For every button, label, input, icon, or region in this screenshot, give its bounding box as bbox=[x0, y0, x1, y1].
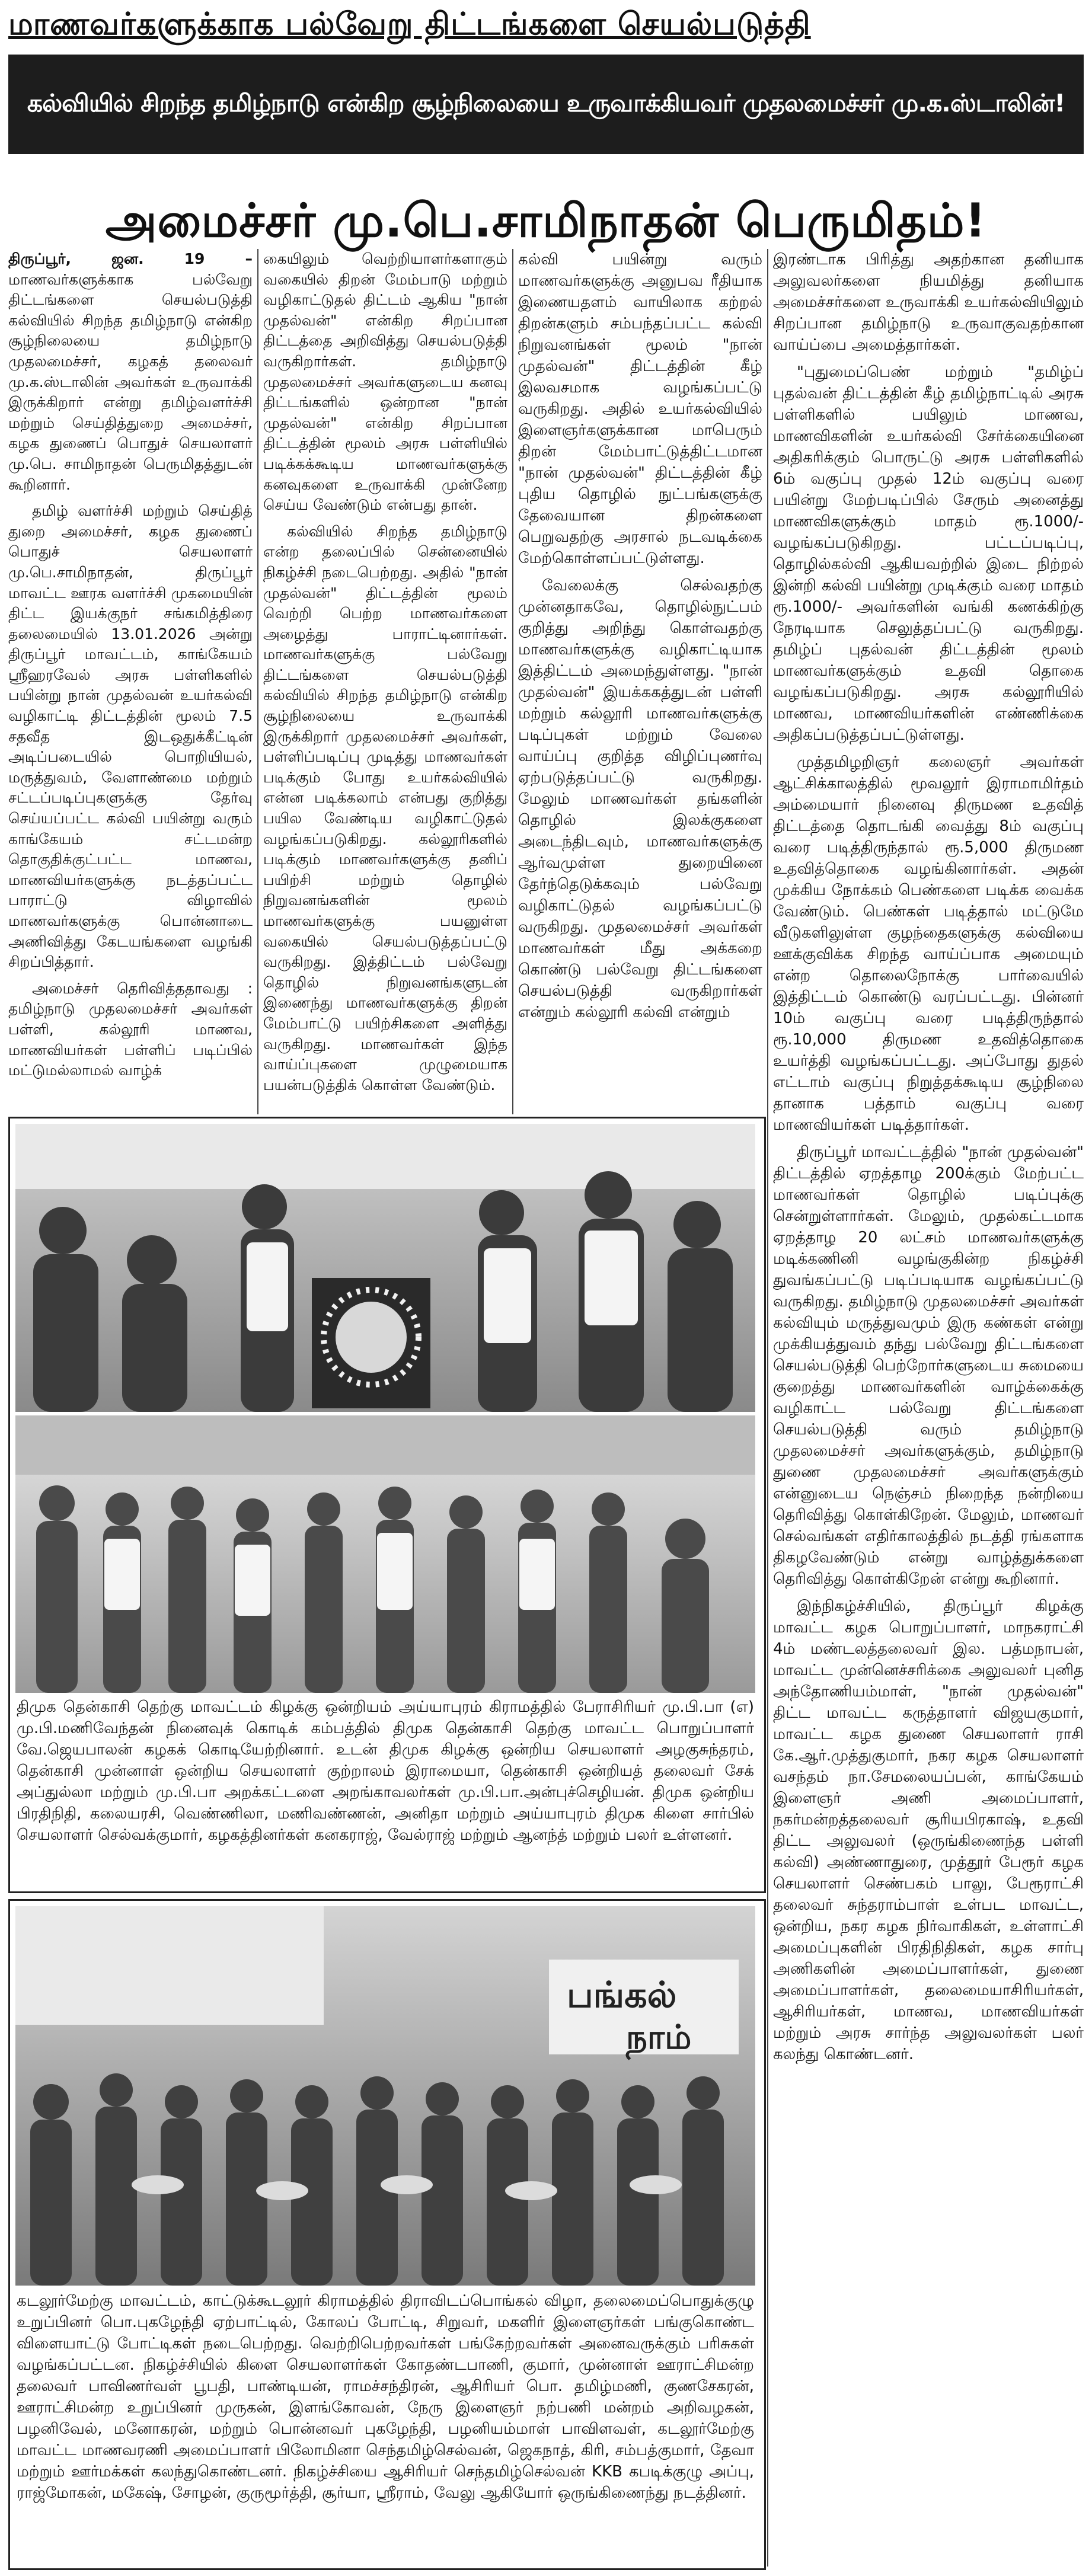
photo-caption-2: கடலூர்மேற்கு மாவட்டம், காட்டுக்கூடலூர் கிராமத்தில் திராவிடப்பொங்கல் விழா, தலைமைப்பொதுக்குழு உறுப்பினர் பொ.புகழேந்தி ஏற்பாட்டில், கோலப் போட்டி, சிறுவர், மகளிர் இளைஞர்கள் பங்குகொண்ட விளையாட்டு போட்டிகள் நடைபெற்றது. வெற்றிபெற்றவர்கள் பங்கேற்றவர்கள் அனைவருக்கும் பரிசுகள் வழங்கப்பட்டன. நிகழ்ச்சியில் கிளை செயலாளர்கள் கோதண்டபாணி, குமார், முன்னாள் ஊராட்சிமன்ற தலைவர் பாவிணர்வள் பூபதி, பாண்டியன், ராமச்சந்திரன், ஆசிரியர் பொ. தமிழ்மணி, குணசேகரன், ஊராட்சிமன்ற உறுப்பினர் முருகன், இளங்கோவன், நேரு இளைஞர் நற்பணி மன்றம் அறிவழகன், பழனிவேல், மனோகரன், மற்றும் பொன்னவர் புகழேந்தி, பழனியம்மாள் பாவிளவள், கடலூர்மேற்கு மாவட்ட மாணவரணி அமைப்பாளர் பிலோமினா செந்தமிழ்செல்வன், ஜெகநாத், கிரி, சம்பத்குமார், தேவா மற்றும் ஊர்மக்கள் கலந்துகொண்டனர். நிகழ்ச்சியை ஆசிரியர் செந்தமிழ்செல்வன் KKB கபடிக்குழு அப்பு, ராஜ்மோகன், மகேஷ், சோழன், குருமூர்த்தி, சூர்யா, ஸ்ரீராம், வேலு ஆகியோர் ஒருங்கிணைந்து நடத்தினர். bbox=[17, 2292, 754, 2502]
kicker-headline: மாணவர்களுக்காக பல்வேறு திட்டங்களை செயல்படுத்தி bbox=[8, 7, 811, 42]
article-column-2 bbox=[263, 249, 507, 1114]
article-column-1 bbox=[8, 249, 253, 1114]
photo-image bbox=[15, 1124, 755, 1693]
banner-text: பங்கல் bbox=[567, 1974, 677, 2016]
dateline: திருப்பூர், ஜன. 19 – bbox=[8, 250, 253, 267]
paragraph: தமிழ் வளர்ச்சி மற்றும் செய்தித் துறை அமைச்சர், கழக துணைப் பொதுச் செயலாளர் மு.பெ.சாமிநாதன், திருப்பூர் மாவட்ட ஊரக வளர்ச்சி முகமையின் திட்ட இயக்குநர் சங்கமித்திரை தலைமையில் 13.01.2026 அன்று திருப்பூர் மாவட்டம், காங்கேயம் ஸ்ரீஹரவேல் அரசு பள்ளிகளில் பயின்று நான் முதல்வன் உயர்கல்வி வழிகாட்டி திட்டத்தின் மூலம் 7.5 சதவீத இடஒதுக்கீட்டின் அடிப்படையில் பொறியியல், மருத்துவம், வேளாண்மை மற்றும் சட்டப்படிப்புகளுக்கு தேர்வு செய்யப்பட்ட கல்வி பயின்று வரும் காங்கேயம் சட்டமன்ற தொகுதிக்குட்பட்ட மாணவ, மாணவியர்களுக்கு நடத்தப்பட்ட பாராட்டு விழாவில் மாணவர்களுக்கு பொன்னாடை அணிவித்து கேடயங்களை வழங்கி சிறப்பித்தார். bbox=[8, 502, 253, 971]
paragraph: முத்தமிழறிஞர் கலைஞர் அவர்கள் ஆட்சிக்காலத்தில் மூவலூர் இராமாமிர்தம் அம்மையார் நினைவு திருமண உதவித் திட்டத்தை தொடங்கி வைத்து 8ம் வகுப்பு வரை படித்திருந்தால் ரூ.5,000 திருமண உதவித்தொகை வழங்கினார்கள். அதன் முக்கிய நோக்கம் பெண்களை படிக்க வைக்க வேண்டும். பெண்கள் படித்தால் மட்டுமே வீடுகளிலுள்ள குழந்தைகளுக்கு கல்வியை ஊக்குவிக்க சிறந்த வாய்ப்பாக அமையும் என்ற தொலைநோக்கு பார்வையில் இத்திட்டம் கொண்டு வரப்பட்டது. பின்னர் 10ம் வகுப்பு வரை படித்திருந்தால் ரூ.10,000 திருமண உதவித்தொகை உயர்த்தி வழங்கப்பட்டது. அப்போது துதல் எட்டாம் வகுப்பு நிறுத்தக்கூடிய சூழ்நிலை தானாக பத்தாம் வகுப்பு வரை மாணவியர்கள் படித்தார்கள். bbox=[773, 753, 1084, 1134]
column-divider bbox=[767, 249, 768, 2567]
paragraph: "புதுமைப்பெண் மற்றும் "தமிழ்ப் புதல்வன் திட்டத்தின் கீழ் தமிழ்நாட்டில் அரசு பள்ளிகளில் பயிலும் மாணவ, மாணவிகளின் உயர்கல்வி சேர்க்கையினை அதிகரிக்கும் பொருட்டு அரசு பள்ளிகளில் 6ம் வகுப்பு முதல் 12ம் வகுப்பு வரை பயின்று மேற்படிப்பில் சேரும் அனைத்து மாணவிகளுக்கும் மாதம் ரூ.1000/- வழங்கப்படுகிறது. பட்டப்படிப்பு, தொழில்கல்வி ஆகியவற்றில் இடை நிற்றல் இன்றி கல்வி பயின்று முடிக்கும் வரை மாதம் ரூ.1000/- அவர்களின் வங்கி கணக்கிற்கு நேரடியாக செலுத்தப்பட்டு வருகிறது. தமிழ்ப் புதல்வன் திட்டத்தின் மூலம் மாணவர்களுக்கும் உதவி தொகை வழங்கப்படுகிறது. அரசு கல்லூரியில் மாணவ, மாணவியர்களின் எண்ணிக்கை அதிகப்படுத்தப்பட்டுள்ளது. bbox=[773, 363, 1084, 744]
paragraph: கல்வியில் சிறந்த தமிழ்நாடு என்ற தலைப்பில் சென்னையில் நிகழ்ச்சி நடைபெற்றது. அதில் "நான் முதல்வன்" திட்டத்தின் மூலம் வெற்றி பெற்ற மாணவர்களை அழைத்து பாராட்டினார்கள். மாணவர்களுக்கு பல்வேறு திட்டங்களை செயல்படுத்தி கல்வியில் சிறந்த தமிழ்நாடு என்கிற சூழ்நிலையை உருவாக்கி இருக்கிறார் முதலமைச்சர் அவர்கள், பள்ளிப்படிப்பு முடித்து மாணவர்கள் படிக்கும் போது உயர்கல்வியில் என்ன படிக்கலாம் என்பது குறித்து பயில வேண்டிய வழிகாட்டுதல் வழங்கப்படுகிறது. கல்லூரிகளில் படிக்கும் மாணவர்களுக்கு தனிப் பயிற்சி மற்றும் தொழில் நிறுவனங்களின் மூலம் மாணவர்களுக்கு பயனுள்ள வகையில் செயல்படுத்தப்பட்டு வருகிறது. இத்திட்டம் பல்வேறு தொழில் நிறுவனங்களுடன் இணைந்து மாணவர்களுக்கு திறன் மேம்பாட்டு பயிற்சிகளை அளித்து வருகிறது. மாணவர்கள் இந்த வாய்ப்புகளை முழுமையாக பயன்படுத்திக் கொள்ள வேண்டும். bbox=[263, 522, 507, 1094]
paragraph: வேலைக்கு செல்வதற்கு முன்னதாகவே, தொழில்நுட்பம் குறித்து அறிந்து கொள்வதற்கு மாணவர்களுக்கு வழிகாட்டியாக இத்திட்டம் அமைந்துள்ளது. "நான் முதல்வன்" இயக்ககத்துடன் பள்ளி மற்றும் கல்லூரி மாணவர்களுக்கு படிப்புகள் மற்றும் வேலை வாய்ப்பு குறித்த விழிப்புணர்வு ஏற்படுத்தப்பட்டு வருகிறது. மேலும் மாணவர்கள் தங்களின் தொழில் இலக்குகளை அடைந்திடவும், மாணவர்களுக்கு ஆர்வமுள்ள துறையினை தேர்ந்தெடுக்கவும் பல்வேறு வழிகாட்டுதல் வழங்கப்பட்டு வருகிறது. முதலமைச்சர் அவர்கள் மாணவர்கள் மீது அக்கறை கொண்டு பல்வேறு திட்டங்களை செயல்படுத்தி வருகிறார்கள் என்றும் கல்லூரி கல்வி என்றும் bbox=[518, 577, 762, 1021]
photo-image bbox=[15, 1906, 755, 2286]
paragraph: மாணவர்களுக்காக பல்வேறு திட்டங்களை செயல்படுத்தி கல்வியில் சிறந்த தமிழ்நாடு என்கிற சூழ்நிலையை தமிழ்நாடு முதலமைச்சர், கழகத் தலைவர் மு.க.ஸ்டாலின் அவர்கள் உருவாக்கி இருக்கிறார் என்று தமிழ்வளர்ச்சி மற்றும் செய்தித்துறை அமைச்சர், கழக துணைப் பொதுச் செயலாளர் மு.பெ. சாமிநாதன் பெருமிதத்துடன் கூறினார். bbox=[8, 270, 253, 493]
banner-text-2: நாம் bbox=[626, 2018, 692, 2057]
paragraph: இரண்டாக பிரித்து அதற்கான தனியாக அலுவலர்களை நியமித்து தனியாக அமைச்சர்களை உருவாக்கி உயர்கல்வியிலும் சிறப்பான தமிழ்நாடு உருவாகுவதற்கான வாய்ப்பை அமைத்தார்கள். bbox=[773, 251, 1084, 354]
column-divider bbox=[512, 249, 513, 1114]
flag-hoisting-photo bbox=[15, 1124, 755, 1693]
article-column-3 bbox=[518, 249, 762, 1114]
paragraph: இந்நிகழ்ச்சியில், திருப்பூர் கிழக்கு மாவட்ட கழக பொறுப்பாளர், மாநகராட்சி 4ம் மண்டலத்தலைவர் இல. பத்மநாபன், மாவட்ட முன்னெச்சரிக்கை அலுவலர் புனித அந்தோணியம்மாள், "நான் முதல்வன்" திட்ட மாவட்ட கருத்தாளர் விஜயகுமார், மாவட்ட கழக துணை செயலாளர் ராசி கே.ஆர்.முத்துகுமார், நகர கழக செயலாளர் வசந்தம் நா.சேமலையப்பன், காங்கேயம் இளைஞர் அணி அமைப்பாளர், நகர்மன்றத்தலைவர் சூரியபிரகாஷ், உதவி திட்ட அலுவலர் (ஒருங்கிணைந்த பள்ளி கல்வி) அண்ணாதுரை, முத்தூர் பேரூர் கழக செயலாளர் செண்பகம் பாலு, பேரூராட்சி தலைவர் சுந்தராம்பாள் உள்பட மாவட்ட, ஒன்றிய, நகர கழக நிர்வாகிகள், உள்ளாட்சி அமைப்புகளின் பிரதிநிதிகள், கழக சார்பு அணிகளின் அமைப்பாளர்கள், துணை அமைப்பாளர்கள், தலைமையாசிரியர்கள், ஆசிரியர்கள், மாணவ, மாணவியர்கள் மற்றும் அரசு சார்ந்த அலுவலர்கள் பலர் கலந்து கொண்டனர். bbox=[773, 1597, 1084, 2063]
column-divider bbox=[257, 249, 258, 1114]
paragraph: திருப்பூர் மாவட்டத்தில் "நான் முதல்வன்" திட்டத்தில் ஏறத்தாழ 200க்கும் மேற்பட்ட மாணவர்கள் தொழில் படிப்புக்கு சென்றுள்ளார்கள். மேலும், முதல்கட்டமாக ஏறத்தாழ 20 லட்சம் மாணவர்களுக்கு மடிக்கணினி வழங்குகின்ற நிகழ்ச்சி துவங்கப்பட்டு படிப்படியாக வழங்கப்பட்டு வருகிறது. தமிழ்நாடு முதலமைச்சர் அவர்கள் கல்வியும் மருத்துவமும் இரு கண்கள் என்று முக்கியத்துவம் தந்து பல்வேறு திட்டங்களை செயல்படுத்தி பெற்றோர்களுடைய சுமையை குறைத்து மாணவர்களின் வாழ்க்கைக்கு வழிகாட்ட பல்வேறு திட்டங்களை செயல்படுத்தி வரும் தமிழ்நாடு முதலமைச்சர் அவர்களுக்கும், தமிழ்நாடு துணை முதலமைச்சர் அவர்களுக்கும் என்னுடைய நெஞ்சம் நிறைந்த நன்றியை தெரிவித்து கொள்கிறேன். மேலும், மாணவர் செல்வங்கள் எதிர்காலத்தில் நடத்தி ரங்களாக திகழவேண்டும் என்று வாழ்த்துக்களை தெரிவித்து கொள்கிறேன் என்று கூறினார். bbox=[773, 1143, 1084, 1588]
paragraph: கல்வி பயின்று வரும் மாணவர்களுக்கு அனுபவ ரீதியாக இணையதளம் வாயிலாக கற்றல் திறன்களும் சம்பந்தப்பட்ட கல்வி நிறுவனங்கள் மூலம் "நான் முதல்வன்" திட்டத்தின் கீழ் இலவசமாக வழங்கப்பட்டு வருகிறது. அதில் உயர்கல்வியில் இளைஞர்களுக்கான மாபெரும் திறன் மேம்பாட்டுத்திட்டமான "நான் முதல்வன்" திட்டத்தின் கீழ் புதிய தொழில் நுட்பங்களுக்கு தேவையான திறன்களை பெறுவதற்கு அரசால் நடவடிக்கை மேற்கொள்ளப்பட்டுள்ளது. bbox=[518, 251, 762, 567]
pongal-festival-photo bbox=[15, 1906, 755, 2286]
paragraph: அமைச்சர் தெரிவித்ததாவது : தமிழ்நாடு முதலமைச்சர் அவர்கள் பள்ளி, கல்லூரி மாணவ, மாணவியர்கள் பள்ளிப் படிப்பில் மட்டுமல்லாமல் வாழ்க் bbox=[8, 979, 253, 1079]
main-headline: கல்வியில் சிறந்த தமிழ்நாடு என்கிற சூழ்நிலையை உருவாக்கியவர் முதலமைச்சர் மு.க.ஸ்டாலின்! bbox=[27, 89, 1065, 117]
sub-headline: அமைச்சர் மு.பெ.சாமிநாதன் பெருமிதம்! bbox=[105, 194, 987, 248]
article-column-4 bbox=[773, 249, 1084, 2567]
paragraph: கையிலும் வெற்றியாளர்களாகும் வகையில் திறன் மேம்பாடு மற்றும் வழிகாட்டுதல் திட்டம் ஆகிய "நான் முதல்வன்" என்கிற சிறப்பான திட்டத்தை அறிவித்து செயல்படுத்தி வருகிறார்கள். தமிழ்நாடு முதலமைச்சர் அவர்களுடைய கனவு திட்டங்களில் ஒன்றான "நான் முதல்வன்" என்கிற சிறப்பான திட்டத்தின் மூலம் அரசு பள்ளியில் படிக்கக்கூடிய மாணவர்களுக்கு கனவுகளை உருவாக்கி முன்னேற செய்ய வேண்டும் என்பது தான். bbox=[263, 250, 507, 514]
photo-caption-1: திமுக தென்காசி தெற்கு மாவட்டம் கிழக்கு ஒன்றியம் அய்யாபுரம் கிராமத்தில் பேராசிரியர் மு.பி.பா (எ) மு.பி.மணிவேந்தன் நினைவுக் கொடிக் கம்பத்தில் திமுக தென்காசி தெற்கு மாவட்ட பொறுப்பாளர் வே.ஜெயபாலன் கழகக் கொடியேற்றினார். உடன் திமுக கிழக்கு ஒன்றிய செயலாளர் அழகுசுந்தரம், தென்காசி முன்னாள் ஒன்றிய செயலாளர் குற்றாலம் இராமையா, தென்காசி ஒன்றியத் தலைவர் சேக் அப்துல்லா மற்றும் மு.பி.பா அறக்கட்டளை அறங்காவலர்கள் மு.பி.பா.அன்புச்செழியன். திமுக ஒன்றிய பிரதிநிதி, கலையரசி, வெண்ணிலா, மணிவண்ணன், அனிதா மற்றும் அய்யாபுரம் திமுக கிளை சார்பில் செயலாளர் செல்வக்குமார், கழகத்தினர்கள் கனகராஜ், வேல்ராஜ் மற்றும் ஆனந்த் மற்றும் பலர் உள்ளனர். bbox=[17, 1698, 754, 1844]
